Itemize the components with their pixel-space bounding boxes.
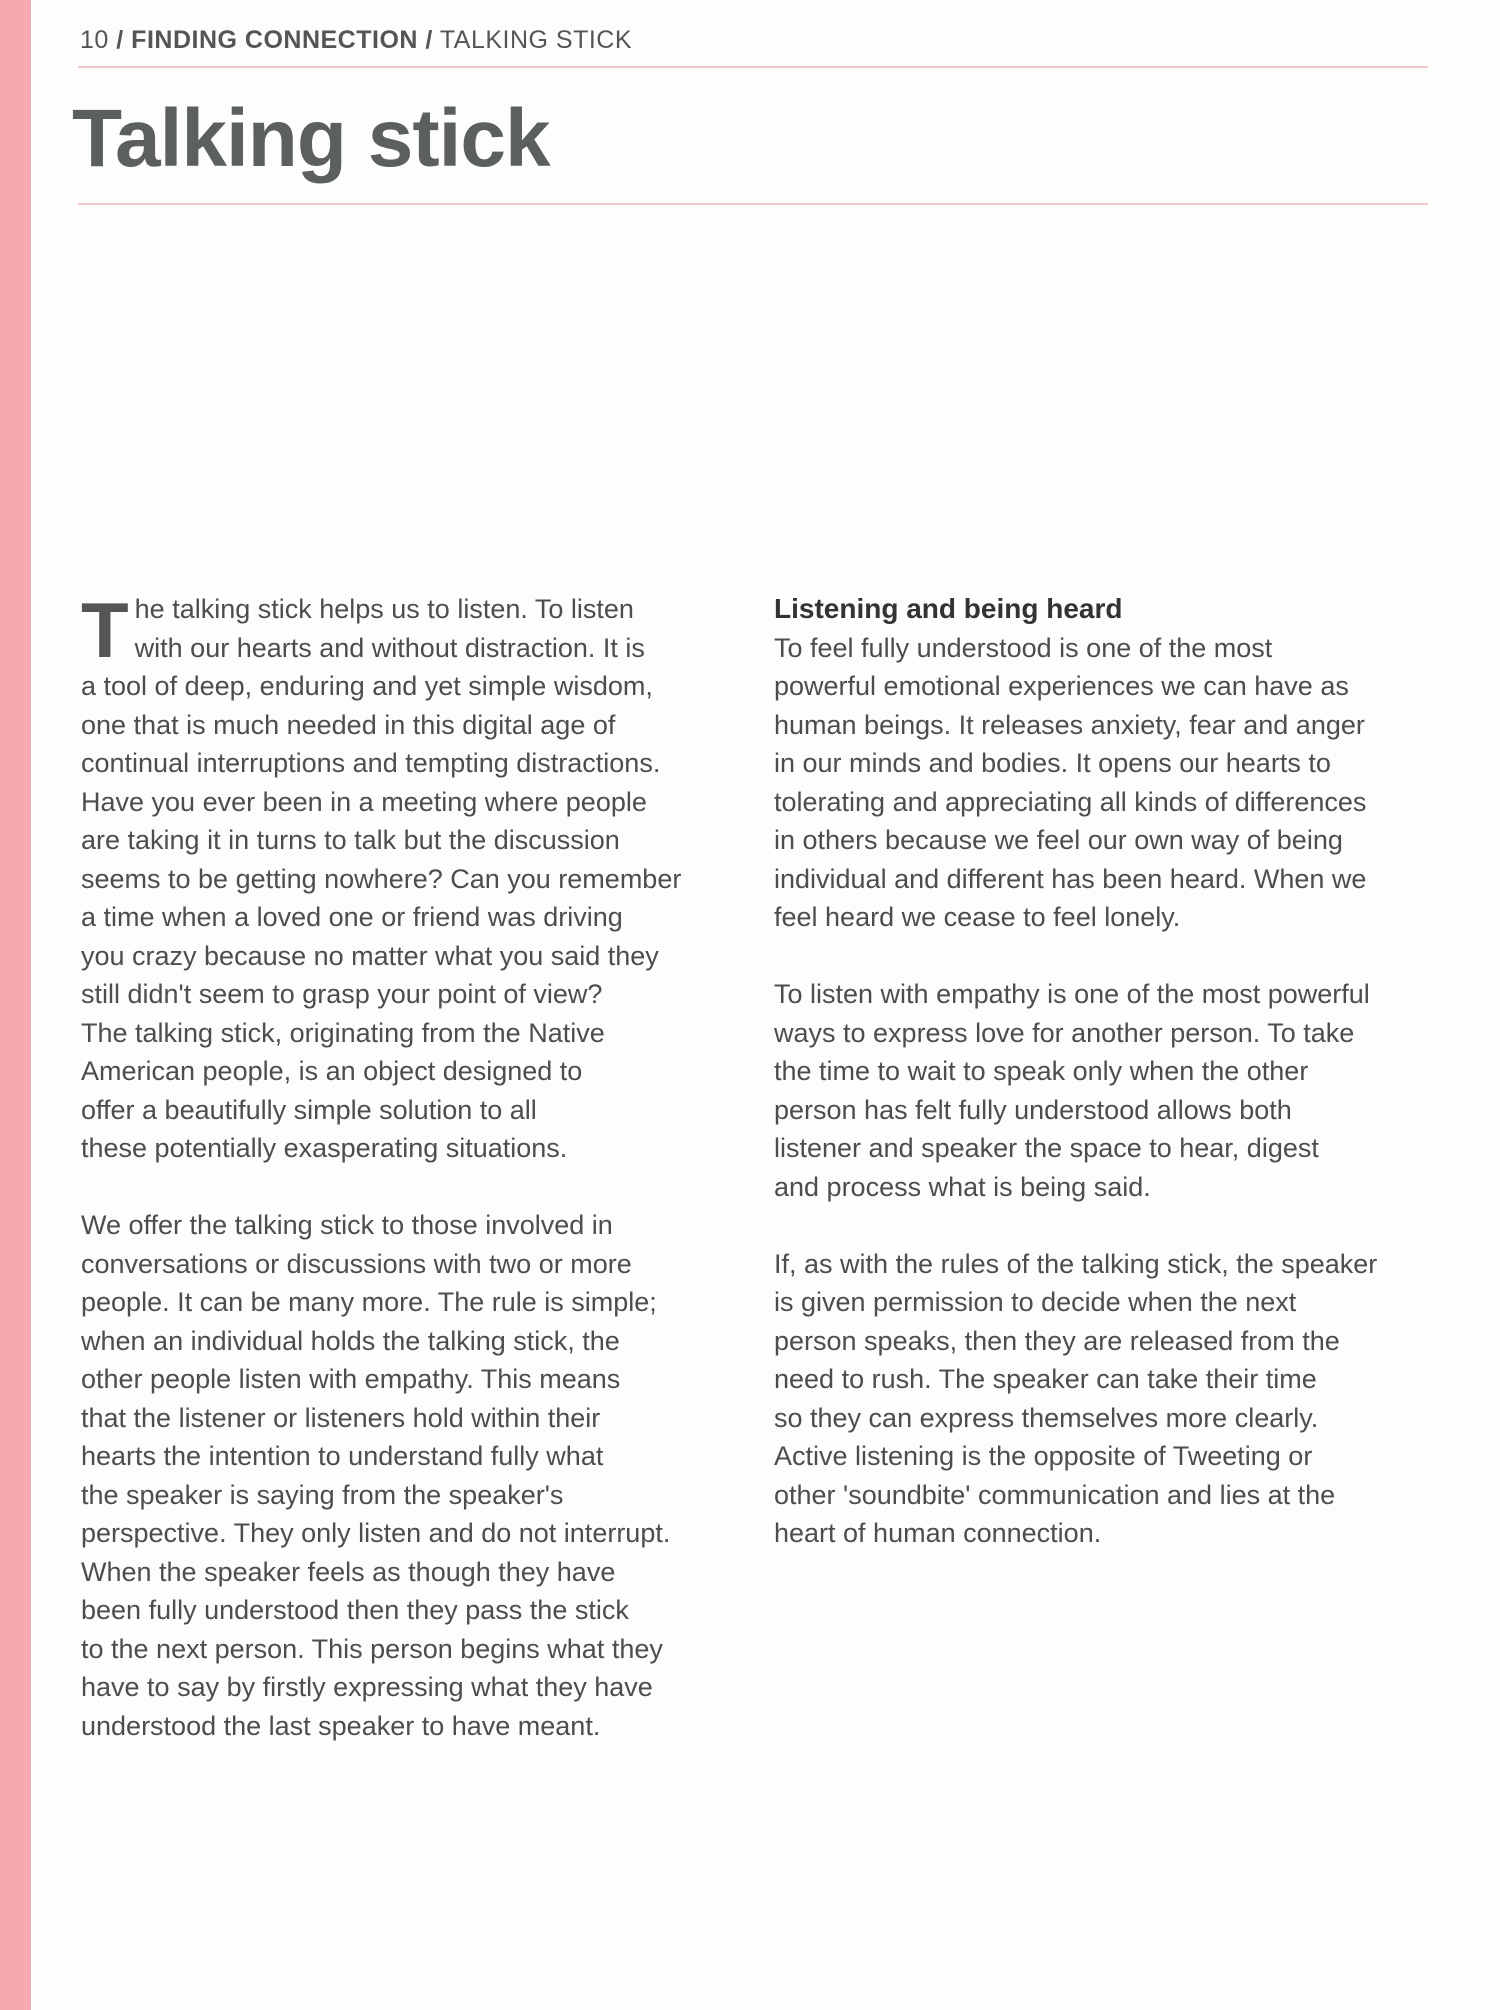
title-rule — [78, 203, 1428, 205]
header-rule — [78, 66, 1428, 68]
header-separator-2: / — [425, 26, 433, 54]
section-heading: Listening and being heard — [774, 593, 1123, 624]
running-header — [80, 26, 632, 55]
header-topic: TALKING STICK — [439, 26, 633, 54]
intro-paragraph — [81, 586, 741, 1168]
page-number: 10 — [80, 26, 109, 54]
page-title: Talking stick — [72, 93, 550, 184]
header-separator: / — [116, 26, 124, 54]
body-paragraph: We offer the talking stick to those involved in conversations or discussions with two or more people. It can be many more. The rule is simple; when an individual holds the talking stick, the other people listen with empathy. This means that the listener or listeners hold within their hearts the intention to understand fully what the speaker is saying from the speaker's perspective. They only listen and do not interrupt. When the speaker feels as though they have been fully understood then they pass the stick to the next person. This person begins what they have to say by firstly expressing what they have understood the last speaker to have meant. — [81, 1210, 671, 1741]
header-section: FINDING CONNECTION — [131, 26, 418, 54]
intro-paragraph-text: he talking stick helps us to listen. To listen with our hearts and without distraction. It is a tool of deep, enduring and yet simple wisdom, one that is much needed in this digital age of continual interruptions and tempting distractions. Have you ever been in a meeting where people are taking it in turns to talk but the discussion seems to be getting nowhere? Can you remember a time when a loved one or friend was driving you crazy because no matter what you said they still didn't seem to grasp your point of view? The talking stick, originating from the Native American people, is an object designed to offer a beautifully simple solution to all these potentially exasperating situations. — [81, 594, 682, 1163]
body-paragraph: If, as with the rules of the talking stick, the speaker is given permission to decide when the next person speaks, then they are released from the need to rush. The speaker can take their time so they can express themselves more clearly. Active listening is the opposite of Tweeting or other 'soundbite' communication and lies at the heart of human connection. — [774, 1248, 1378, 1548]
left-column — [81, 586, 741, 1784]
page-edge-stripe — [0, 0, 31, 2010]
body-paragraph: To listen with empathy is one of the most powerful ways to express love for another person. To take the time to wait to speak only when the other person has felt fully understood allows both listener and speaker the space to hear, digest and process what is being said. — [774, 979, 1370, 1202]
right-column — [774, 590, 1434, 1591]
body-paragraph: To feel fully understood is one of the most powerful emotional experiences we can have as human beings. It releases anxiety, fear and anger in our minds and bodies. It opens our hearts to tolerating and appreciating all kinds of differences in others because we feel our own way of being individual and different has been heard. When we feel heard we cease to feel lonely. — [774, 632, 1367, 932]
drop-cap: T — [81, 586, 129, 674]
